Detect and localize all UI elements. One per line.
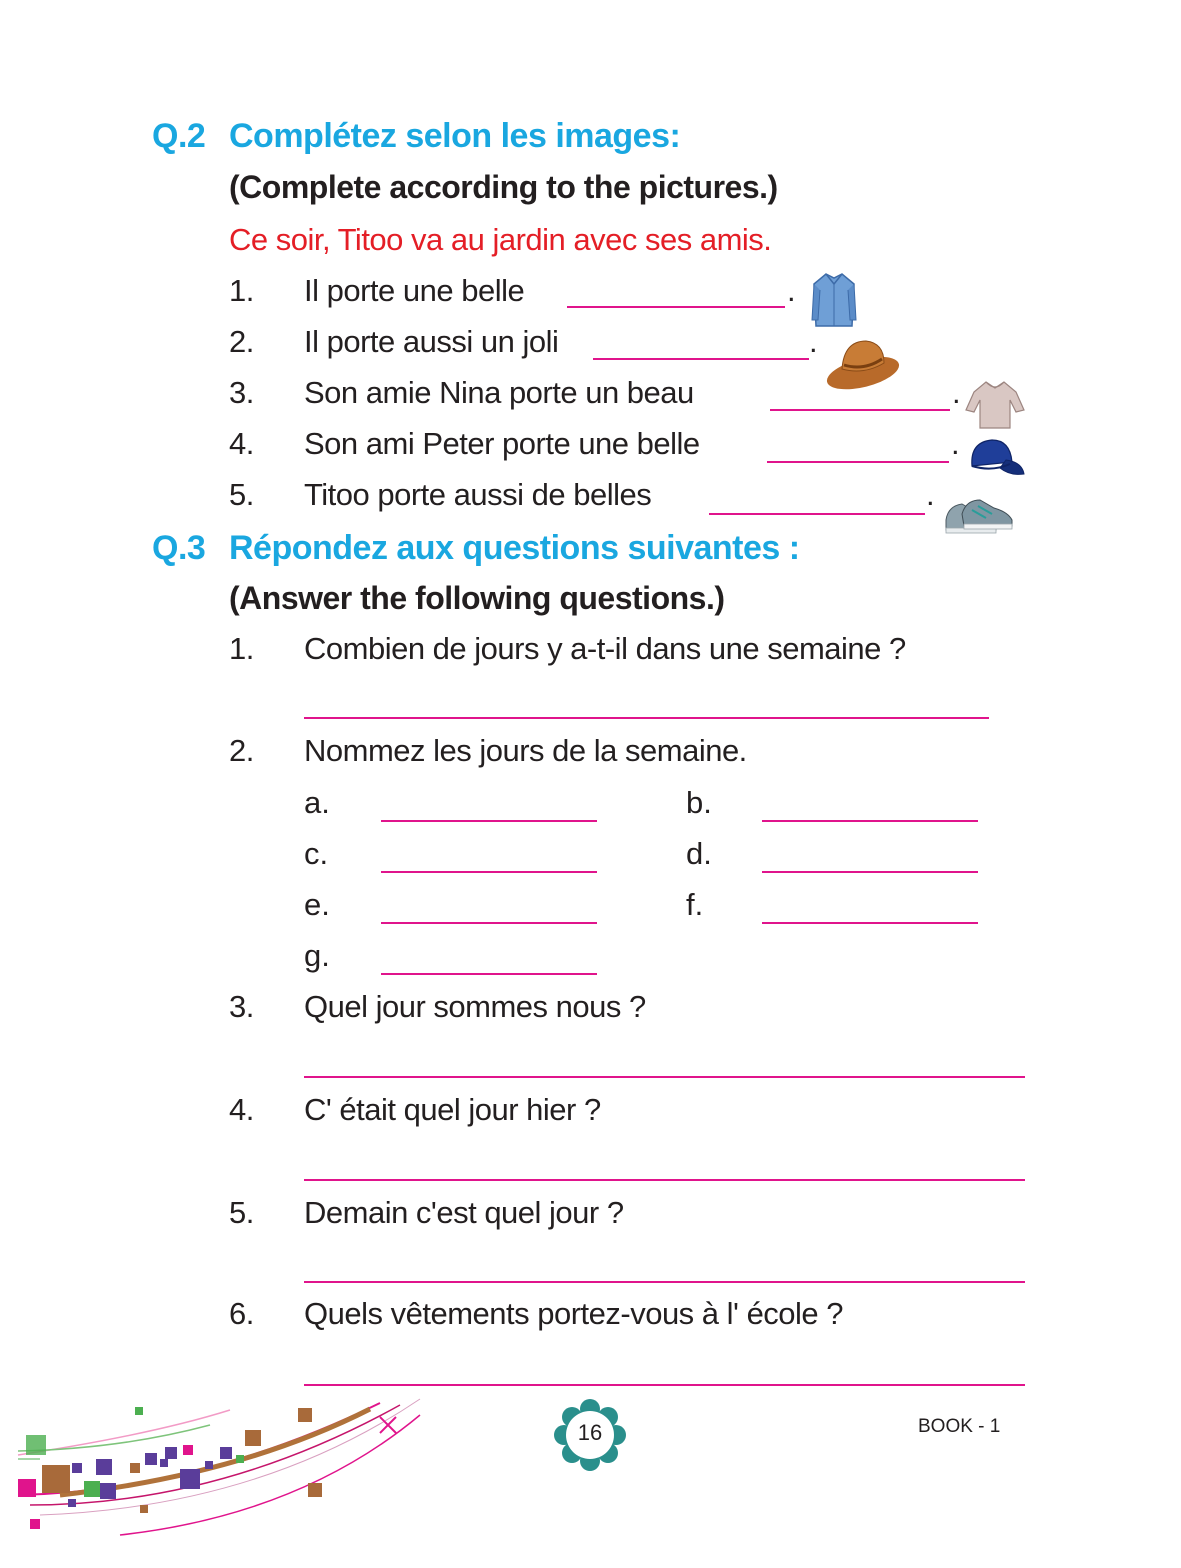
day-line-a[interactable] [381, 820, 597, 822]
day-letter-f: f. [686, 887, 704, 922]
q3-question-4-answer-line[interactable] [304, 1179, 1025, 1181]
q3-question-2-number: 2. [229, 733, 254, 768]
day-letter-c: c. [304, 836, 329, 871]
hat-icon [824, 335, 902, 398]
q3-question-5-text: Demain c'est quel jour ? [304, 1195, 624, 1230]
q3-question-5-number: 5. [229, 1195, 254, 1230]
decorative-swirl-icon [0, 1395, 430, 1568]
q2-item-3-answer-line[interactable] [770, 409, 950, 411]
q3-title: Répondez aux questions suivantes : [229, 529, 800, 567]
q3-question-1-number: 1. [229, 631, 254, 666]
q2-number: Q.2 [152, 117, 206, 155]
q2-subtitle: (Complete according to the pictures.) [229, 169, 778, 205]
page-number: 16 [577, 1420, 603, 1445]
day-line-e[interactable] [381, 922, 597, 924]
q2-title: Complétez selon les images: [229, 117, 681, 155]
q2-story: Ce soir, Titoo va au jardin avec ses amis. [229, 222, 772, 257]
book-label: BOOK - 1 [918, 1416, 1001, 1437]
q3-question-6-answer-line[interactable] [304, 1384, 1025, 1386]
q2-item-4-number: 4. [229, 426, 254, 461]
q3-question-1-text: Combien de jours y a-t-il dans une semaine ? [304, 631, 906, 666]
q2-item-3-dot: . [952, 375, 961, 410]
day-letter-a: a. [304, 785, 330, 820]
day-letter-g: g. [304, 938, 330, 973]
q3-question-4-text: C' était quel jour hier ? [304, 1092, 601, 1127]
day-letter-b: b. [686, 785, 712, 820]
day-letter-d: d. [686, 836, 712, 871]
q3-question-2-text: Nommez les jours de la semaine. [304, 733, 747, 768]
day-letter-e: e. [304, 887, 330, 922]
q2-item-3-number: 3. [229, 375, 254, 410]
q2-item-2-number: 2. [229, 324, 254, 359]
day-line-f[interactable] [762, 922, 978, 924]
q2-item-2-text: Il porte aussi un joli [304, 324, 559, 359]
q3-question-6-number: 6. [229, 1296, 254, 1331]
q2-item-3-text: Son amie Nina porte un beau [304, 375, 694, 410]
q2-item-2-answer-line[interactable] [593, 358, 809, 360]
q2-item-4-dot: . [951, 426, 960, 461]
q3-question-4-number: 4. [229, 1092, 254, 1127]
day-line-g[interactable] [381, 973, 597, 975]
sneakers-icon [942, 490, 1016, 549]
q2-item-1-dot: . [787, 273, 796, 308]
q2-item-5-dot: . [926, 477, 935, 512]
q3-question-5-answer-line[interactable] [304, 1281, 1025, 1283]
q3-question-3-answer-line[interactable] [304, 1076, 1025, 1078]
q2-item-1-number: 1. [229, 273, 254, 308]
q2-item-4-text: Son ami Peter porte une belle [304, 426, 700, 461]
q2-item-2-dot: . [809, 324, 818, 359]
q3-question-6-text: Quels vêtements portez-vous à l' école ? [304, 1296, 844, 1331]
q3-question-1-answer-line[interactable] [304, 717, 989, 719]
q3-subtitle: (Answer the following questions.) [229, 580, 725, 616]
q2-item-1-text: Il porte une belle [304, 273, 525, 308]
q2-item-4-answer-line[interactable] [767, 461, 949, 463]
day-line-d[interactable] [762, 871, 978, 873]
q2-item-5-text: Titoo porte aussi de belles [304, 477, 652, 512]
q3-question-3-text: Quel jour sommes nous ? [304, 989, 646, 1024]
q3-question-3-number: 3. [229, 989, 254, 1024]
blouse-icon [964, 378, 1026, 435]
q2-item-1-answer-line[interactable] [567, 306, 785, 308]
q2-item-5-number: 5. [229, 477, 254, 512]
cap-icon [966, 436, 1026, 487]
day-line-c[interactable] [381, 871, 597, 873]
day-line-b[interactable] [762, 820, 978, 822]
q2-item-5-answer-line[interactable] [709, 513, 925, 515]
q3-number: Q.3 [152, 529, 206, 567]
